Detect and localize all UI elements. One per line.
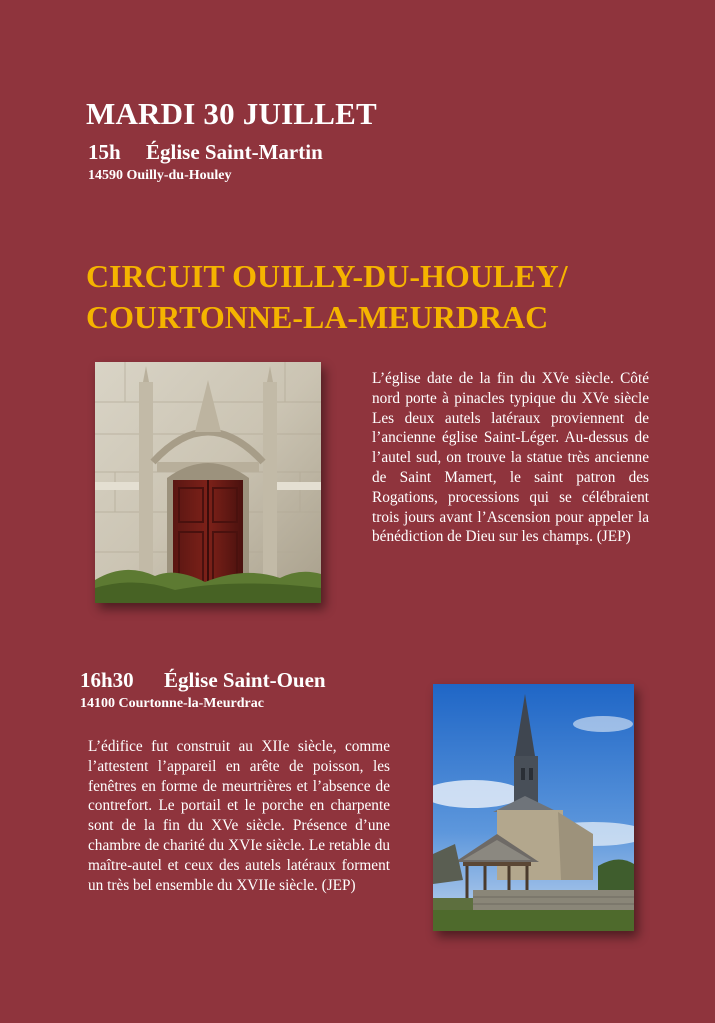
- circuit-title: [86, 256, 568, 338]
- event2-description: L’édifice fut construit au XIIe siècle, comme l’attestent l’appareil en arête de poisson, les fenêtres en forme de meurtrières et l’absence de contrefort. Le portail et le porche en charpente sont de la fin du XVe siècle. Présence d’une chambre de charité du XVIe siècle. Le retable du maître-autel et ceux des autels latéraux forment un très bel ensemble du XVIIe siècle. (JEP): [88, 738, 390, 894]
- event2-venue: Église Saint-Ouen: [164, 668, 326, 692]
- event1-venue: Église Saint-Martin: [146, 140, 323, 164]
- event2-time: 16h30: [80, 668, 134, 692]
- church-saint-ouen-photo: [433, 684, 634, 931]
- circuit-title-line2: COURTONNE-LA-MEURDRAC: [86, 299, 549, 335]
- event1-description: L’église date de la fin du XVe siècle. Côté nord porte à pinacles typique du XVe siècle Les deux autels latéraux proviennent de l’ancienne église Saint-Léger. Au-dessus de l’autel sud, on trouve la statue très ancienne de Saint Mamert, le saint patron des Rogations, processions qui se célébraient trois jours avant l’Ascension pour appeler la bénédiction de Dieu sur les champs. (JEP): [372, 370, 649, 546]
- church-portal-image: [95, 362, 321, 603]
- date-heading: MARDI 30 JUILLET: [86, 96, 377, 131]
- event1-address: 14590 Ouilly-du-Houley: [88, 168, 232, 183]
- event2-address: 14100 Courtonne-la-Meurdrac: [80, 696, 264, 711]
- church-saint-ouen-image: [433, 684, 634, 931]
- church-portal-photo: [95, 362, 321, 603]
- circuit-title-line1: CIRCUIT OUILLY-DU-HOULEY/: [86, 258, 568, 294]
- event1-time: 15h: [88, 140, 121, 164]
